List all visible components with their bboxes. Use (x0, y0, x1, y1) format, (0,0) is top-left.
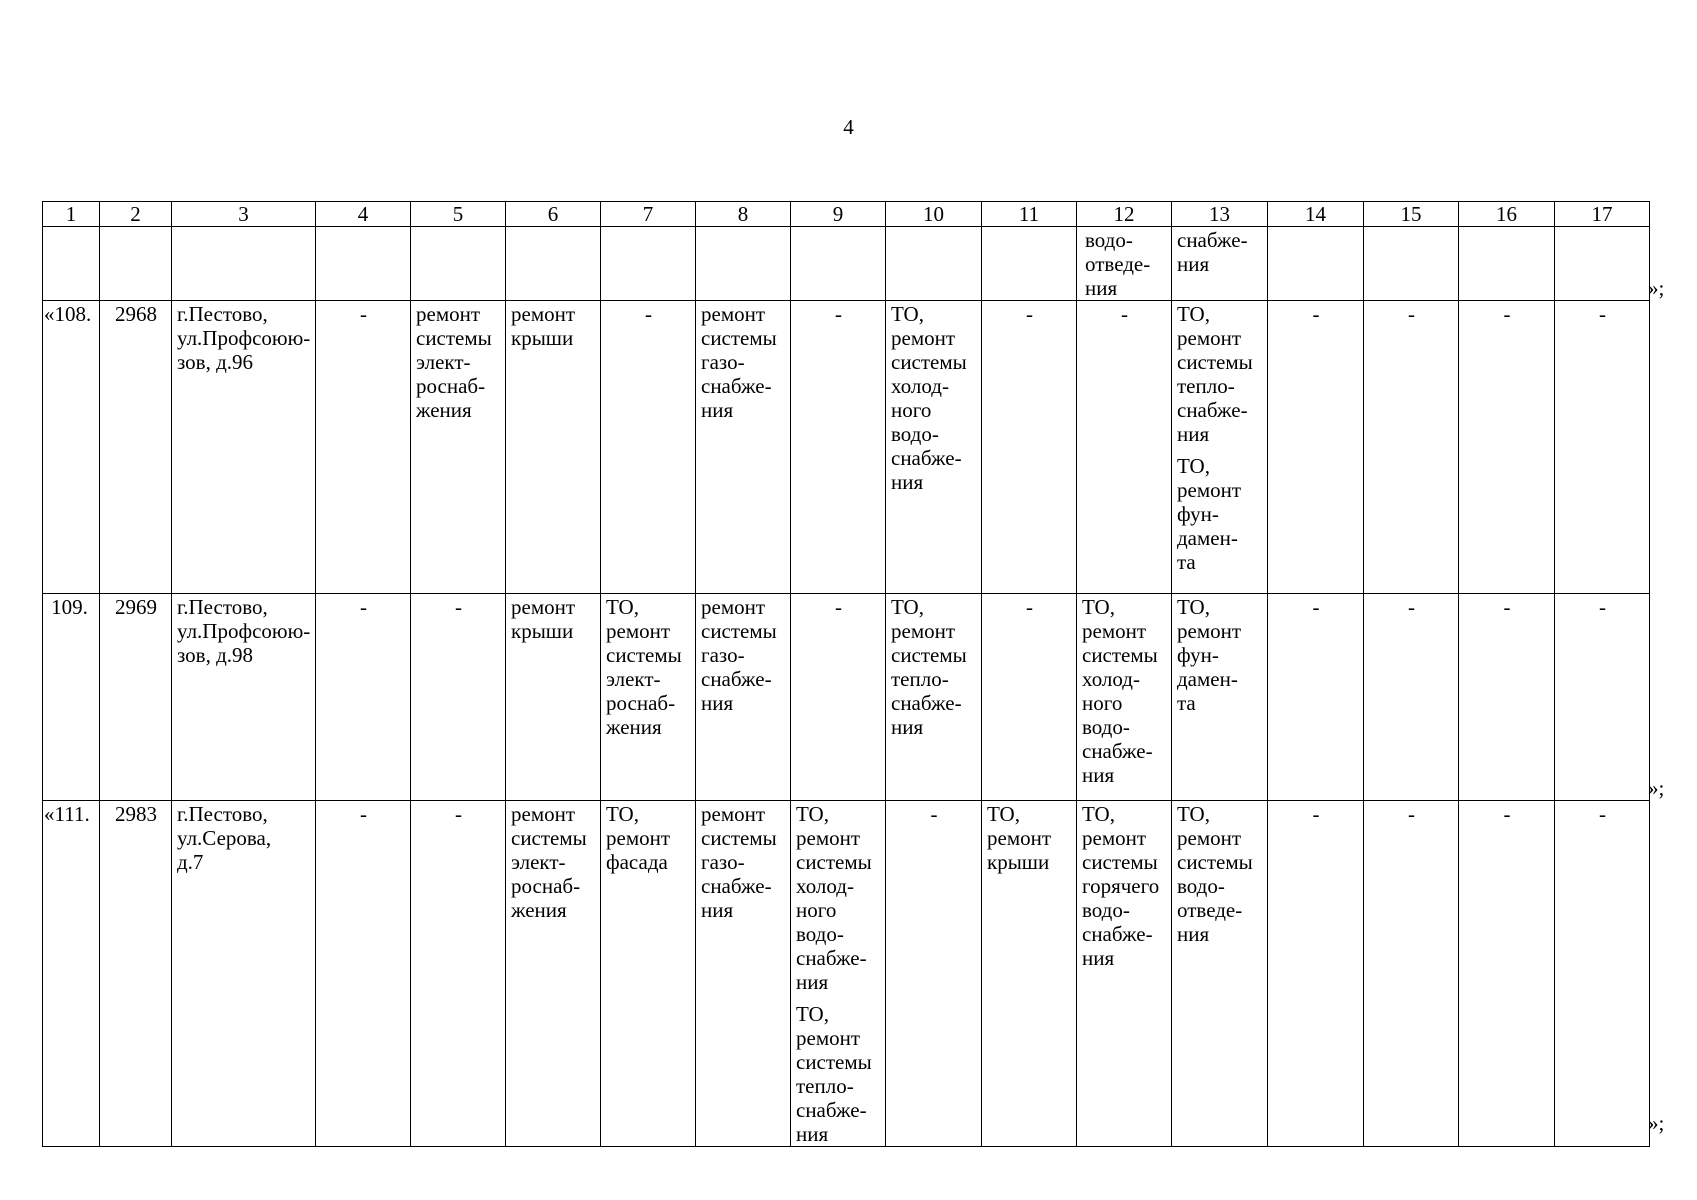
text-line: ния (891, 470, 924, 494)
text-line: ния (1082, 763, 1115, 787)
text-line: системы (1082, 643, 1158, 667)
column-header: 12 (1077, 202, 1172, 227)
cell: - (982, 594, 1077, 801)
text-line: ремонт (1082, 826, 1147, 850)
cell: - (1364, 801, 1459, 1147)
cell: - (1555, 301, 1650, 594)
text-line: ТО, (1082, 595, 1115, 619)
text-line: системы (796, 850, 872, 874)
text-line: горячего (1082, 874, 1160, 898)
text-line: системы (1082, 850, 1158, 874)
house-code: 2968 (100, 301, 172, 594)
cell: - (1555, 594, 1650, 801)
column-header: 5 (411, 202, 506, 227)
address (172, 801, 316, 1147)
text-line: ния (701, 898, 734, 922)
text-line: та (1177, 691, 1196, 715)
text-line: зов, д.98 (177, 643, 254, 667)
text-line: ремонт (1177, 826, 1242, 850)
cell (506, 594, 601, 801)
text-line: снабже- (1082, 922, 1153, 946)
text-line: холод- (891, 374, 949, 398)
text-line: снабже- (1177, 228, 1248, 252)
closing-quote-mark: »; (1648, 1111, 1665, 1135)
text-line: крыши (987, 850, 1050, 874)
text-line: снабже- (701, 667, 772, 691)
text-line: отведе- (1177, 898, 1243, 922)
column-header: 11 (982, 202, 1077, 227)
cell (601, 801, 696, 1147)
cell (696, 227, 791, 301)
column-header: 16 (1459, 202, 1555, 227)
text-line: г.Пестово, (177, 302, 268, 326)
column-header: 2 (100, 202, 172, 227)
text-line: фасада (606, 850, 668, 874)
text-line: ТО, (796, 802, 829, 826)
text-line: ТО, (1177, 302, 1210, 326)
text-line: ТО, (1177, 802, 1210, 826)
cell (1172, 801, 1268, 1147)
text-line: роснаб- (511, 874, 581, 898)
continuation-row (43, 227, 1650, 301)
text-line: ремонт (701, 595, 766, 619)
text-line: системы (701, 826, 777, 850)
cell (601, 227, 696, 301)
text-line: крыши (511, 619, 574, 643)
text-line: водо- (796, 922, 844, 946)
text-line: элект- (416, 350, 471, 374)
text-line: ТО, (891, 595, 924, 619)
text-line: холод- (796, 874, 854, 898)
work-item (1177, 454, 1263, 574)
text-line: ного (891, 398, 932, 422)
cell (982, 227, 1077, 301)
cell: - (1459, 301, 1555, 594)
text-line: тепло- (1177, 374, 1235, 398)
page-number: 4 (843, 115, 854, 139)
closing-quote-mark: »; (1648, 276, 1665, 300)
house-code: 2969 (100, 594, 172, 801)
text-line: тепло- (796, 1074, 854, 1098)
cell (696, 801, 791, 1147)
text-line: системы (891, 350, 967, 374)
text-line: системы (891, 643, 967, 667)
text-line: системы (701, 619, 777, 643)
cell (1077, 227, 1172, 301)
text-line: г.Пестово, (177, 595, 268, 619)
text-line: снабже- (796, 946, 867, 970)
address (172, 301, 316, 594)
text-line: ремонт (796, 1026, 861, 1050)
text-line: ул.Профсоюю- (177, 326, 311, 350)
column-header: 7 (601, 202, 696, 227)
cell: - (982, 301, 1077, 594)
row-number: «108. (43, 301, 100, 594)
cell (1077, 594, 1172, 801)
cell (1268, 227, 1364, 301)
cell (506, 227, 601, 301)
text-line: холод- (1082, 667, 1140, 691)
text-line: снабже- (796, 1098, 867, 1122)
text-line: дамен- (1177, 667, 1238, 691)
cell: - (1459, 801, 1555, 1147)
text-line: та (1177, 550, 1196, 574)
cell (1172, 594, 1268, 801)
text-line: системы (416, 326, 492, 350)
text-line: ремонт (891, 326, 956, 350)
text-line: газо- (701, 850, 745, 874)
text-line: зов, д.96 (177, 350, 254, 374)
cell: - (411, 594, 506, 801)
cell: - (1364, 301, 1459, 594)
text-line: водо- (891, 422, 939, 446)
text-line: ремонт (1177, 619, 1242, 643)
text-line: ул.Серова, (177, 826, 272, 850)
text-line: ТО, (1177, 454, 1210, 478)
text-line: элект- (511, 850, 566, 874)
text-line: ного (796, 898, 837, 922)
house-code: 2983 (100, 801, 172, 1147)
address (172, 594, 316, 801)
cell: - (1364, 594, 1459, 801)
text-line: снабже- (891, 446, 962, 470)
text-line: ния (1082, 946, 1115, 970)
text-line: фун- (1177, 643, 1219, 667)
cell (886, 227, 982, 301)
cell: - (886, 801, 982, 1147)
text-line: ул.Профсоюю- (177, 619, 311, 643)
text-line: газо- (701, 350, 745, 374)
column-header: 4 (316, 202, 411, 227)
text-line: ремонт (416, 302, 481, 326)
text-line: ТО, (606, 802, 639, 826)
text-line: тепло- (891, 667, 949, 691)
text-line: ремонт (701, 802, 766, 826)
text-line: жения (606, 715, 662, 739)
cell: - (791, 301, 886, 594)
text-line: ния (701, 398, 734, 422)
cell (506, 301, 601, 594)
repair-schedule-table (42, 201, 1650, 1147)
text-line: крыши (511, 326, 574, 350)
text-line: системы (1177, 850, 1253, 874)
text-line: ремонт (1082, 619, 1147, 643)
text-line: ТО, (1177, 595, 1210, 619)
column-header: 13 (1172, 202, 1268, 227)
text-line: дамен- (1177, 526, 1238, 550)
text-line: ния (1177, 252, 1210, 276)
cell (791, 801, 886, 1147)
cell (886, 594, 982, 801)
column-header: 1 (43, 202, 100, 227)
text-line: ния (1177, 922, 1210, 946)
cell (1459, 227, 1555, 301)
column-header: 9 (791, 202, 886, 227)
column-header: 15 (1364, 202, 1459, 227)
text-line: ремонт (987, 826, 1052, 850)
column-header: 10 (886, 202, 982, 227)
cell (982, 801, 1077, 1147)
cell (1172, 301, 1268, 594)
text-line: системы (511, 826, 587, 850)
work-item (796, 1002, 881, 1146)
row-number: 109. (43, 594, 100, 801)
cell (411, 227, 506, 301)
text-line: ремонт (1177, 478, 1242, 502)
text-line: элект- (606, 667, 661, 691)
cell (411, 301, 506, 594)
column-header: 14 (1268, 202, 1364, 227)
column-header: 17 (1555, 202, 1650, 227)
cell (100, 227, 172, 301)
text-line: фун- (1177, 502, 1219, 526)
text-line: снабже- (701, 874, 772, 898)
text-line: роснаб- (606, 691, 676, 715)
text-line: ния (701, 691, 734, 715)
cell (172, 227, 316, 301)
text-line: ТО, (796, 1002, 829, 1026)
row-number: «111. (43, 801, 100, 1147)
table-row (43, 801, 1650, 1147)
closing-quote-mark: »; (1648, 776, 1665, 800)
text-line: ного (1082, 691, 1123, 715)
text-line: ремонт (1177, 326, 1242, 350)
text-line: снабже- (701, 374, 772, 398)
text-line: ния (1177, 422, 1210, 446)
text-line: водо- (1177, 874, 1225, 898)
text-line: ремонт (796, 826, 861, 850)
text-line: водо- (1082, 898, 1130, 922)
text-line: г.Пестово, (177, 802, 268, 826)
cell: - (791, 594, 886, 801)
text-line: ремонт (511, 595, 576, 619)
text-line: жения (416, 398, 472, 422)
text-line: водо- (1085, 228, 1133, 252)
text-line: ремонт (606, 826, 671, 850)
text-line: газо- (701, 643, 745, 667)
column-header: 3 (172, 202, 316, 227)
text-line: роснаб- (416, 374, 486, 398)
text-line: ремонт (701, 302, 766, 326)
cell (1077, 801, 1172, 1147)
cell (1555, 227, 1650, 301)
cell: - (601, 301, 696, 594)
cell: - (1268, 301, 1364, 594)
text-line: жения (511, 898, 567, 922)
column-header: 8 (696, 202, 791, 227)
cell (1172, 227, 1268, 301)
cell: - (1555, 801, 1650, 1147)
text-line: системы (796, 1050, 872, 1074)
column-header: 6 (506, 202, 601, 227)
text-line: ТО, (606, 595, 639, 619)
cell (791, 227, 886, 301)
table-row (43, 301, 1650, 594)
cell (1364, 227, 1459, 301)
cell (601, 594, 696, 801)
cell (886, 301, 982, 594)
text-line: водо- (1082, 715, 1130, 739)
text-line: ния (1085, 276, 1118, 300)
cell: - (411, 801, 506, 1147)
text-line: ния (891, 715, 924, 739)
text-line: снабже- (891, 691, 962, 715)
text-line: ремонт (606, 619, 671, 643)
text-line: отведе- (1085, 252, 1151, 276)
cell: - (1077, 301, 1172, 594)
work-item (1177, 302, 1263, 446)
text-line: ния (796, 1122, 829, 1146)
cell: - (1268, 594, 1364, 801)
table-row (43, 594, 1650, 801)
cell: - (316, 301, 411, 594)
text-line: ния (796, 970, 829, 994)
cell (506, 801, 601, 1147)
cell: - (1268, 801, 1364, 1147)
text-line: системы (606, 643, 682, 667)
text-line: снабже- (1177, 398, 1248, 422)
text-line: ТО, (1082, 802, 1115, 826)
text-line: ремонт (511, 802, 576, 826)
text-line: системы (701, 326, 777, 350)
work-item (796, 802, 881, 994)
text-line: д.7 (177, 850, 204, 874)
cell: - (1459, 594, 1555, 801)
text-line: ремонт (891, 619, 956, 643)
column-number-header-row (43, 202, 1650, 227)
cell: - (316, 801, 411, 1147)
text-line: ТО, (891, 302, 924, 326)
cell (696, 301, 791, 594)
cell (43, 227, 100, 301)
cell (696, 594, 791, 801)
cell: - (316, 594, 411, 801)
text-line: ремонт (511, 302, 576, 326)
text-line: системы (1177, 350, 1253, 374)
text-line: снабже- (1082, 739, 1153, 763)
cell (316, 227, 411, 301)
text-line: ТО, (987, 802, 1020, 826)
